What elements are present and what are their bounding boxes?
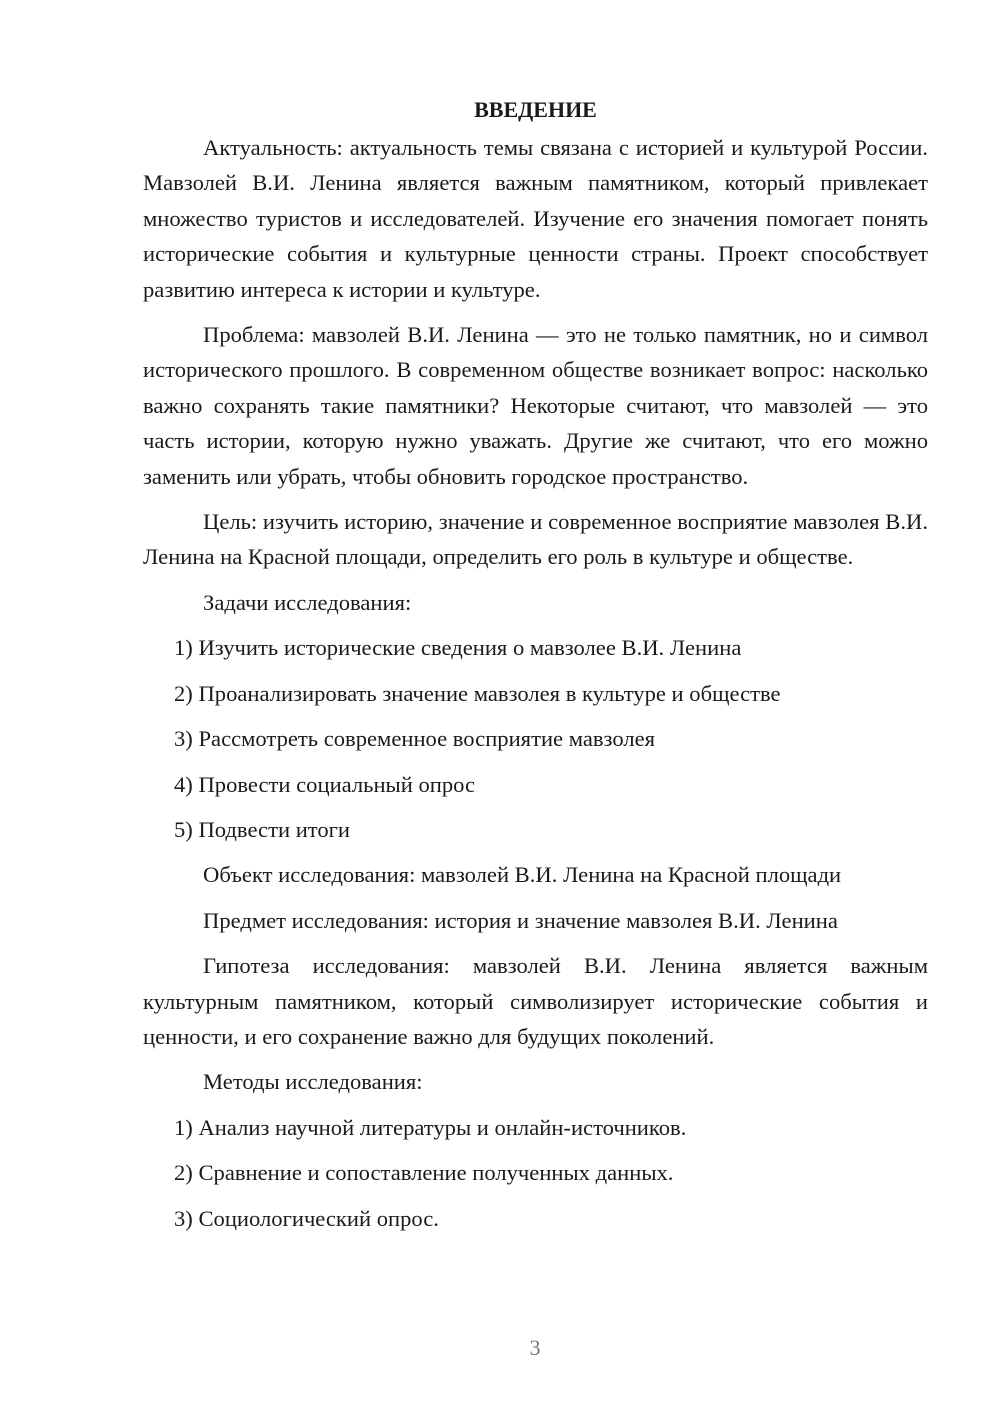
task-item: 3) Рассмотреть современное восприятие мавзолея bbox=[174, 726, 656, 752]
tasks-heading: Задачи исследования: bbox=[203, 589, 412, 615]
method-item: 3) Социологический опрос. bbox=[174, 1205, 439, 1231]
section-title: ВВЕДЕНИЕ bbox=[474, 97, 597, 122]
method-item: 2) Сравнение и сопоставление полученных данных. bbox=[174, 1160, 674, 1186]
research-subject: Предмет исследования: история и значение мавзолея В.И. Ленина bbox=[203, 907, 838, 933]
method-item: 1) Анализ научной литературы и онлайн-источников. bbox=[174, 1114, 687, 1140]
goal-paragraph: Цель: изучить историю, значение и современное восприятие мавзолея В.И. Ленина на Красной площади, определить его роль в культуре и обществе. bbox=[143, 509, 928, 570]
task-item: 2) Проанализировать значение мавзолея в культуре и обществе bbox=[174, 680, 781, 706]
document-page bbox=[143, 92, 928, 1246]
page-number: 3 bbox=[529, 1335, 541, 1360]
hypothesis-paragraph: Гипотеза исследования: мавзолей В.И. Ленина является важным культурным памятником, который символизирует исторические события и ценности, и его сохранение важно для будущих поколений. bbox=[143, 953, 928, 1049]
task-item: 5) Подвести итоги bbox=[174, 816, 351, 842]
problem-paragraph: Проблема: мавзолей В.И. Ленина — это не только памятник, но и символ исторического прошлого. В современном обществе возникает вопрос: насколько важно сохранять такие памятники? Некоторые считают, что мавзолей — это часть истории, которую нужно уважать. Другие же считают, что его можно заменить или убрать, чтобы обновить городское пространство. bbox=[143, 322, 928, 489]
methods-heading: Методы исследования: bbox=[203, 1069, 423, 1095]
task-item: 4) Провести социальный опрос bbox=[174, 771, 476, 797]
research-object: Объект исследования: мавзолей В.И. Ленина на Красной площади bbox=[203, 862, 842, 888]
task-item: 1) Изучить исторические сведения о мавзолее В.И. Ленина bbox=[174, 635, 742, 661]
relevance-paragraph: Актуальность: актуальность темы связана с историей и культурой России. Мавзолей В.И. Ленина является важным памятником, который привлекает множество туристов и исследователей. Изучение его значения помогает понять исторические события и культурные ценности страны. Проект способствует развитию интереса к истории и культуре. bbox=[143, 135, 928, 302]
